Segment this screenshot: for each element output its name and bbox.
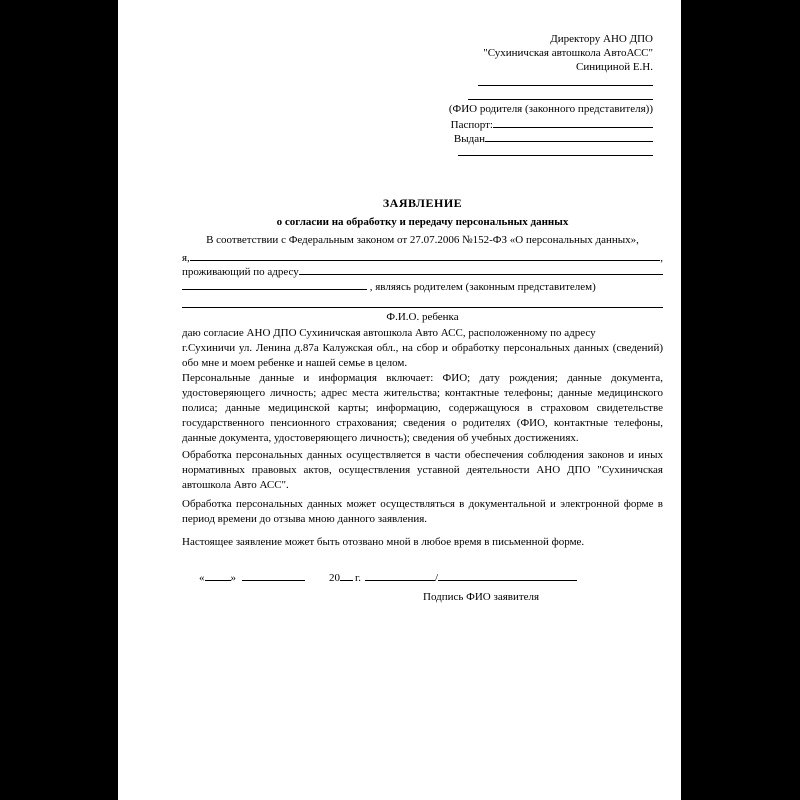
blank-signature <box>365 569 435 581</box>
fio-parent-caption: (ФИО родителя (законного представителя)) <box>448 103 653 115</box>
personal-data-paragraph: Персональные данные и информация включает: ФИО; дату рождения; данные документа, удостоверяющего личность; адрес места жительства; контактные телефоны; данные медицинского полиса; данные медицинской карты; информацию, содержащуюся в страховом свидетельстве государственного пенсионного страхования; сведения о родителях (ФИО, контактные телефоны, данные документа, удостоверяющего личность); сведения об учебных достижениях. <box>182 372 663 444</box>
recipient-line-2: "Сухиничская автошкола АвтоАСС" <box>483 47 653 59</box>
document-body <box>182 0 663 800</box>
child-name-blank-line <box>182 294 663 308</box>
law-reference-line: В соответствии с Федеральным законом от 27.07.2006 №152-ФЗ «О персональных данных», <box>206 234 639 246</box>
blank-line <box>182 278 367 290</box>
consent-paragraph-line-1: даю согласие АНО ДПО Сухиничская автошкола Авто АСС, расположенному по адресу <box>182 327 596 339</box>
blank-month <box>242 569 305 581</box>
quote-open: « <box>199 572 205 584</box>
recipient-line-3: Синициной Е.Н. <box>576 61 653 73</box>
blank-year <box>340 569 353 581</box>
trailing-comma: , <box>660 252 663 264</box>
passport-label: Паспорт: <box>450 119 493 131</box>
year-suffix: г. <box>355 572 362 584</box>
i-label: я, <box>182 252 190 264</box>
address-label: проживающий по адресу <box>182 266 299 278</box>
processing-form-paragraph: Обработка персональных данных может осуществляться в документальной и электронной форме в период времени до отзыва мною данного заявления. <box>182 498 663 525</box>
spacer <box>305 580 329 581</box>
issued-label: Выдан <box>453 133 485 145</box>
date-signature-row <box>182 569 680 586</box>
fio-child-caption: Ф.И.О. ребенка <box>386 311 459 323</box>
document-page <box>118 0 681 800</box>
slash: / <box>435 572 439 584</box>
quote-close: » <box>230 572 236 584</box>
parent-label: , являясь родителем (законным представителем) <box>367 281 596 293</box>
document-title: ЗАЯВЛЕНИЕ <box>382 196 463 210</box>
blank-line <box>299 263 663 275</box>
blank-day <box>205 569 231 581</box>
recipient-line-1: Директору АНО ДПО <box>550 33 653 45</box>
revoke-paragraph: Настоящее заявление может быть отозвано мной в любое время в письменной форме. <box>182 536 585 548</box>
year-prefix: 20 <box>329 572 340 584</box>
document-subtitle: о согласии на обработку и передачу персональных данных <box>276 216 569 228</box>
consent-paragraph-line-2: г.Сухиничи ул. Ленина д.87а Калужская обл., на сбор и обработку персональных данных (сведений) обо мне и моем ребенке и нашей семье в целом. <box>182 342 663 369</box>
blank-line <box>190 249 660 261</box>
parent-row <box>182 278 663 295</box>
blank-signature-name <box>438 569 577 581</box>
processing-purpose-paragraph: Обработка персональных данных осуществляется в части обеспечения соблюдения законов и иных нормативных правовых актов, осуществления уставной деятельности АНО ДПО "Сухиничская автошкола Авто АСС". <box>182 449 663 491</box>
signature-caption: Подпись ФИО заявителя <box>423 591 540 603</box>
